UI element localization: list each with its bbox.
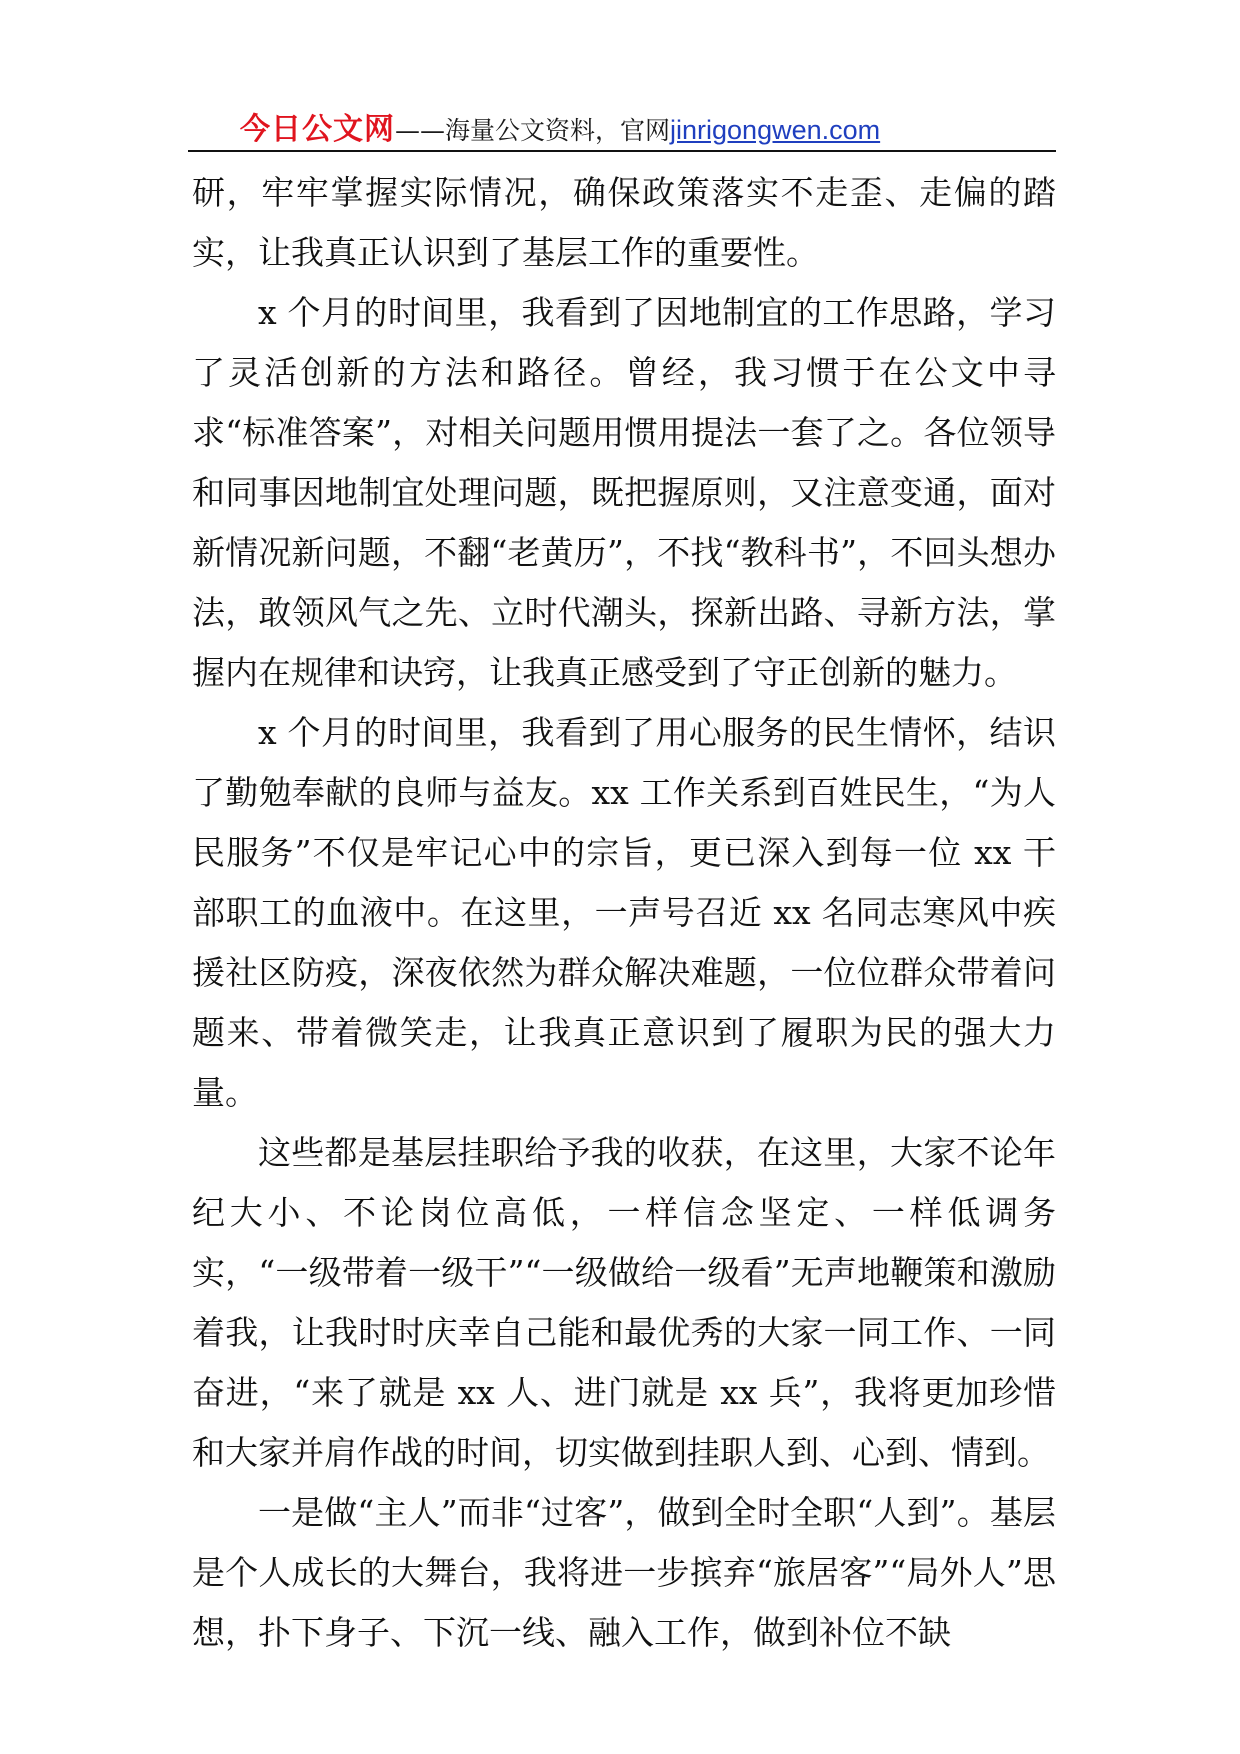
paragraph: x 个月的时间里，我看到了因地制宜的工作思路，学习了灵活创新的方法和路径。曾经，我习惯于在公文中寻求“标准答案”，对相关问题用惯用提法一套了之。各位领导和同事因地制宜处理问题，既把握原则，又注意变通，面对新情况新问题，不翻“老黄历”，不找“教科书”，不回头想办法，敢领风气之先、立时代潮头，探新出路、寻新方法，掌握内在规律和诀窍，让我真正感受到了守正创新的魅力。 <box>192 293 1056 692</box>
document-body <box>192 163 1056 1663</box>
paragraph: 这些都是基层挂职给予我的收获，在这里，大家不论年纪大小、不论岗位高低，一样信念坚定、一样低调务实，“一级带着一级干”“一级做给一级看”无声地鞭策和激励着我，让我时时庆幸自己能和最优秀的大家一同工作、一同奋进，“来了就是 xx 人、进门就是 xx 兵”，我将更加珍惜和大家并肩作战的时间，切实做到挂职人到、心到、情到。 <box>192 1133 1056 1472</box>
site-brand-logo-text: 今日公文网 <box>240 112 395 147</box>
header-tagline: ——海量公文资料，官网 <box>395 116 671 145</box>
page-header <box>240 104 880 150</box>
website-link[interactable]: jinrigongwen.com <box>670 115 881 145</box>
header-divider <box>188 150 1056 152</box>
paragraph-continued: 研，牢牢掌握实际情况，确保政策落实不走歪、走偏的踏实，让我真正认识到了基层工作的重要性。 <box>192 173 1056 272</box>
paragraph: x 个月的时间里，我看到了用心服务的民生情怀，结识了勤勉奉献的良师与益友。xx 工作关系到百姓民生，“为人民服务”不仅是牢记心中的宗旨，更已深入到每一位 xx 干部职工的血液中。在这里，一声号召近 xx 名同志寒风中疾援社区防疫，深夜依然为群众解决难题，一位位群众带着问题来、带着微笑走，让我真正意识到了履职为民的强大力量。 <box>192 713 1056 1112</box>
paragraph: 一是做“主人”而非“过客”，做到全时全职“人到”。基层是个人成长的大舞台，我将进一步摈弃“旅居客”“局外人”思想，扑下身子、下沉一线、融入工作，做到补位不缺 <box>192 1493 1056 1652</box>
